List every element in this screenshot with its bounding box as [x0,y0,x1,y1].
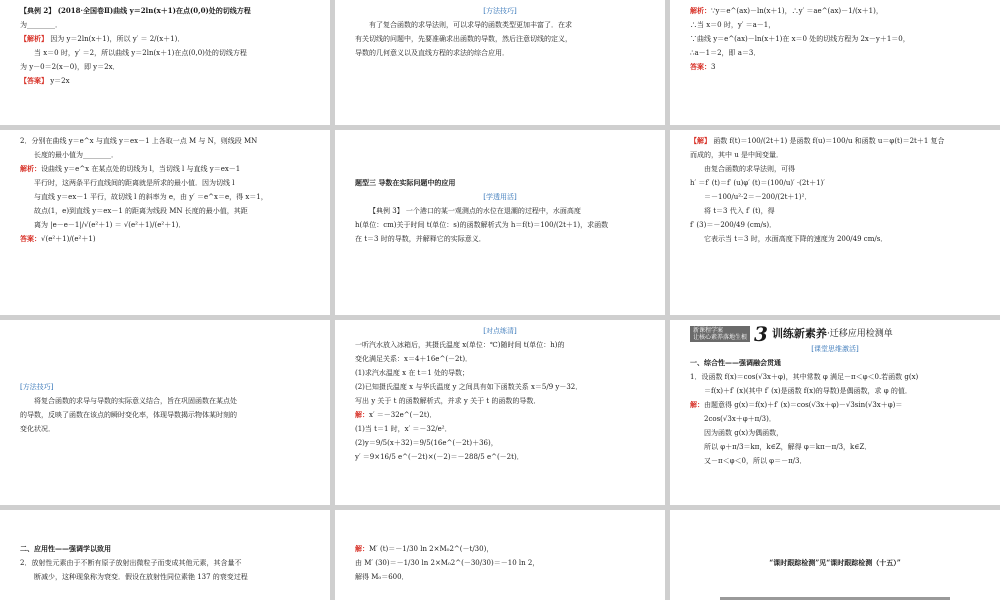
slide-method-tips-2[interactable] [0,320,330,505]
text-line [20,366,310,380]
course-tag-bottom: 让核心素养落地生根 [693,334,748,341]
text-line: 的导数，反映了函数在该点的瞬时变化率，体现导数揭示物体某时刻的 [20,411,237,419]
text-line: 1．设函数 f(x)＝cos(√3x＋φ)，其中常数 φ 满足－π＜φ＜0.若函数 g(x) [690,373,919,381]
label-lead: 解析： [20,164,41,173]
text-line: 导数的几何意义以及直线方程的求法的综合应用． [355,49,509,57]
text-line: 与直线 y＝ex－1 平行，故切线 l 的斜率为 e，由 y′ ＝e^x＝e，得 x＝1， [34,193,268,201]
section-subtitle: ·迁移应用检测单 [826,329,893,339]
text-line [690,514,980,528]
text-line: 【典例 3】 一个港口的某一观测点的水位在退潮的过程中，水面高度 [369,207,581,215]
text-line [20,352,310,366]
slide-solution-a[interactable] [670,0,1000,125]
text-line [355,148,645,162]
text-line: 一听汽水放入冰箱后，其摄氏温度 x(单位：℃)随时间 t(单位：h)的 [355,341,565,349]
text-line [690,60,980,74]
label-lead: 解： [355,410,369,419]
text-line: (2)y＝9/5(x＋32)＝9/5(16e^(－2t)＋36)， [355,439,498,447]
text-line: 因为函数 g(x)为偶函数， [704,429,784,437]
text-line [690,4,980,18]
text-line: ∴当 x＝0 时，y′ ＝a－1， [690,21,776,29]
text-line: 为________． [20,21,62,29]
label-lead: 解： [355,544,369,553]
text-line: [方法技巧] [483,7,517,15]
label-lead: 【解】 [690,136,711,145]
text-line: ∴a－1＝2，即 a＝3． [690,49,761,57]
label-lead: 答案： [690,62,711,71]
line-body: 因为 y＝2ln(x＋1)，所以 y′ ＝ 2/(x＋1)． [48,35,185,43]
label-lead: 【解析】 [20,34,48,43]
text-line [20,232,310,246]
label-lead: 【答案】 [20,76,48,85]
text-line [355,408,645,422]
text-line: ∵曲线 y＝e^(ax)－ln(x＋1)在 x＝0 处的切线方程为 2x－y＋1＝0， [690,35,910,43]
text-line: 由复合函数的求导法则，可得 [704,165,795,173]
section-number: 3 [754,322,768,346]
text-line [20,338,310,352]
line-body: ∵y＝e^(ax)－ln(x＋1)，∴y′ ＝ae^(ax)－1/(x＋1)， [711,7,883,15]
text-line: 而成的，其中 u 是中间变量． [690,151,783,159]
text-line: 断减少，这种现象称为衰变．假设在放射性同位素铯 137 的衰变过程 [34,573,248,581]
text-line: 当 x＝0 时，y′ ＝2，所以曲线 y＝2ln(x＋1)在点(0,0)处的切线方程 [34,49,247,57]
text-line [20,514,310,528]
text-line [355,542,645,556]
text-line: (1)求汽水温度 x 在 t＝1 处的导数； [355,369,470,377]
slide-application[interactable] [0,510,330,600]
line-body: M′ (t)＝－1/30 ln 2×M₀2^(－t/30)， [369,545,494,553]
section-header [690,322,980,346]
text-line [355,514,645,528]
text-line [20,528,310,542]
section-subtag: [课堂思维激活] [811,345,859,353]
slide-example-3-solution[interactable] [670,130,1000,315]
text-line: h′ ＝f′ (t)＝f′ (u)φ′ (t)＝(100/u)′ ·(2t＋1)′ [690,179,825,187]
text-line: 在 t＝3 时的导数，并解释它的实际意义． [355,235,486,243]
text-line: h(单位：cm)关于时间 t(单位：s)的函数解析式为 h＝f(t)＝100/(2t＋1)，求函数 [355,221,609,229]
text-line: 二、应用性——强调学以致用 [20,544,111,553]
text-line: (2)已知摄氏温度 x 与华氏温度 y 之间具有如下函数关系 x＝5/9 y－32． [355,383,583,391]
text-line: 【典例 2】 (2018·全国卷Ⅱ)曲线 y＝2ln(x＋1)在点(0,0)处的切线方程 [20,6,251,15]
text-line: 变化满足关系：x＝4＋16e^(－2t)． [355,355,473,363]
text-line: 将复合函数的求导与导数的实际意义结合，旨在巩固函数在某点处 [34,397,237,405]
text-line: ＝－100/u²·2＝－200/(2t＋1)²． [704,193,812,201]
text-line [690,542,980,556]
text-line: 2cos(√3x＋φ＋π/3)． [704,415,776,423]
text-line: 将 t＝3 代入 f′ (t)，得 [704,207,775,215]
line-body: y＝2x [48,77,70,85]
slide-training-section[interactable] [670,320,1000,505]
line-body: 设曲线 y＝e^x 在某点处的切线为 l，当切线 l 与直线 y＝ex－1 [41,165,241,173]
section-title: 训练新素养 [771,327,827,340]
text-line: f′ (3)＝－200/49 (cm/s)． [690,221,777,229]
text-line [355,162,645,176]
text-line [355,134,645,148]
text-line: 由 M′ (30)＝－1/30 ln 2×M₀2^(－30/30)＝－10 ln 2， [355,559,540,567]
text-line: 题型三 导数在实际问题中的应用 [355,178,456,187]
text-line: 有关切线的问题中，先要准确求出函数的导数，然后注意切线的定义， [355,35,572,43]
text-line: 变化状况． [20,425,55,433]
slide-homework-note[interactable] [670,510,1000,600]
text-line: 解得 M₀＝600． [355,573,409,581]
label-lead: 答案： [20,234,41,243]
course-tag [690,326,750,342]
label-lead: 解： [690,400,704,409]
text-line: 离为 |e－e－1|/√(e²＋1) ＝ √(e²＋1)/(e²＋1)． [34,221,186,229]
text-line: “课时跟踪检测”见“课时跟踪检测（十五）” [769,558,901,567]
line-body: 函数 f(t)＝100/(2t＋1) 是函数 f(u)＝100/u 和函数 u＝φ(t)＝2t＋1 复合 [711,137,945,145]
text-line: [方法技巧] [20,383,54,391]
text-line: 写出 y 关于 t 的函数解析式，并求 y 关于 t 的函数的导数． [355,397,541,405]
text-line: 平行时，这两条平行直线间的距离就是所求的最小值．因为切线 l [34,179,235,187]
line-body: x′ ＝－32e^(－2t)． [369,411,437,419]
text-line [20,32,310,46]
text-line: [对点练清] [483,327,517,335]
slide-decay-solution[interactable] [335,510,665,600]
text-line [690,134,980,148]
slide-practice[interactable] [335,320,665,505]
line-body: 由题意得 g(x)＝f(x)＋f′ (x)＝cos(√3x＋φ)－√3sin(√3x＋φ)＝ [704,401,903,409]
slide-topic-3[interactable] [335,130,665,315]
text-line: (1)当 t＝1 时，x′ ＝－32/e²． [355,425,452,433]
text-line [20,162,310,176]
text-line [20,324,310,338]
text-line: 一、综合性——强调融会贯通 [690,358,781,367]
text-line [355,528,645,542]
line-body: √(e²＋1)/(e²＋1) [41,235,96,243]
course-tag-top: 新课程学案 [693,327,724,334]
text-line: 为 y－0＝2(x－0)，即 y＝2x． [20,63,120,71]
text-line [20,74,310,88]
text-line: [学透用活] [483,193,517,201]
text-line: 长度的最小值为________． [34,151,118,159]
slide-method-tips-1[interactable] [335,0,665,125]
text-line: 2．放射性元素由于不断有原子放射出微粒子而变成其他元素，其含量不 [20,559,242,567]
text-line: ＝f(x)＋f′ (x)(其中 f′ (x)是函数 f(x)的导数)是偶函数，求 φ 的值． [704,387,912,395]
text-line [690,528,980,542]
slide-example-2[interactable] [0,0,330,125]
label-lead: 解析： [690,6,711,15]
slide-exercise-2[interactable] [0,130,330,315]
text-line: 又－π＜φ＜0，所以 φ＝－π/3． [704,457,807,465]
line-body: 3 [711,63,716,71]
text-line: 它表示当 t＝3 时，水面高度下降的速度为 200/49 cm/s． [704,235,888,243]
text-line: y′ ＝9×16/5 e^(－2t)×(－2)＝－288/5 e^(－2t)． [355,453,524,461]
text-line: 有了复合函数的求导法则，可以求导的函数类型更加丰富了．在求 [369,21,572,29]
text-line [690,398,980,412]
text-line: 2．分别在曲线 y＝e^x 与直线 y＝ex－1 上各取一点 M 与 N，则线段 MN [20,137,258,145]
text-line: 故点(1，e)到直线 y＝ex－1 的距离为线段 MN 长度的最小值，其距 [34,207,248,215]
text-line: 所以 φ＋π/3＝kπ，k∈Z，解得 φ＝kπ－π/3，k∈Z． [704,443,872,451]
